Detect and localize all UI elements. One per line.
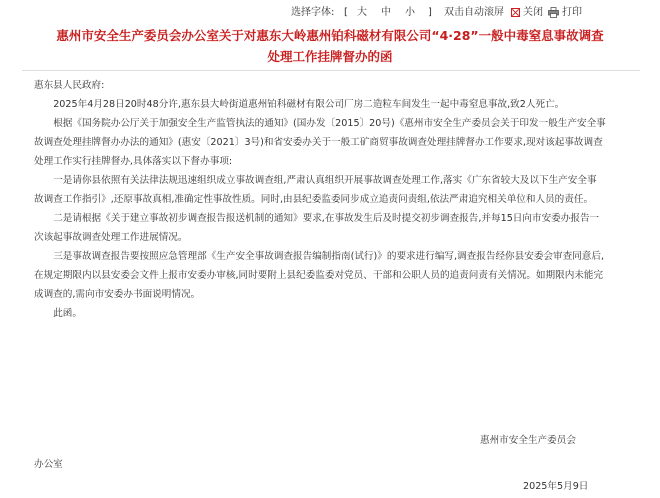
salutation: 惠东县人民政府: [34, 80, 105, 91]
document-date: 2025年5月9日 [523, 481, 589, 492]
close-label: 关闭 [523, 7, 543, 18]
page-title [0, 25, 660, 67]
font-size-small-link[interactable]: 小 [405, 7, 415, 18]
paragraph-incident: 2025年4月28日20时48分许,惠东县大岭街道惠州铂科磁材有限公司厂房二造粒车间发生一起中毒窒息事故,致2人死亡。 [53, 99, 565, 110]
bracket-left: [ [344, 7, 348, 18]
font-toolbar [0, 0, 660, 22]
signature-office: 办公室 [34, 459, 63, 470]
bracket-right: ] [428, 7, 432, 18]
paragraph-item-2: 二是请根据《关于建立事故初步调查报告报送机制的通知》要求,在事故发生后及时提交初步调查报告,并每15日向市安委办报告一次该起事故调查处理工作进展情况。 [34, 213, 600, 243]
auto-scroll-link[interactable]: 双击自动滚屏 [444, 7, 504, 18]
signature-organization: 惠州市安全生产委员会 [480, 435, 576, 446]
font-select-label: 选择字体: [291, 7, 335, 18]
font-size-medium-link[interactable]: 中 [381, 7, 391, 18]
paragraph-item-1: 一是请你县依照有关法律法规迅速组织成立事故调查组,严肃认真组织开展事故调查处理工作,落实《广东省较大及以下生产安全事故调查工作指引》,还原事故真相,准确定性事故性质。同时,由县纪委监委同步成立追责问责组,依法严肃追究相关单位和人员的责任。 [34, 175, 597, 205]
document-body [34, 76, 606, 323]
print-button[interactable] [548, 7, 582, 19]
font-size-large-link[interactable]: 大 [357, 7, 367, 18]
paragraph-closing: 此函。 [53, 308, 82, 319]
close-icon [511, 8, 520, 17]
close-button[interactable] [511, 7, 543, 19]
print-label: 打印 [562, 7, 582, 18]
title-line-1: 惠州市安全生产委员会办公室关于对惠东大岭惠州铂科磁材有限公司“4·28”一般中毒窒息事故调查 [56, 28, 604, 43]
printer-icon [548, 7, 559, 18]
title-line-2: 处理工作挂牌督办的函 [267, 49, 393, 64]
paragraph-item-3: 三是事故调查报告要按照应急管理部《生产安全事故调查报告编制指南(试行)》的要求进行编写,调查报告经你县安委会审查同意后,在规定期限内以县安委会文件上报市安委办审核,同时要附上县纪委监委对党员、干部和公职人员的追责问责有关情况。如期限内未能完成调查的,需向市安委办书面说明情况。 [34, 251, 605, 300]
title-divider [22, 70, 640, 71]
paragraph-basis: 根据《国务院办公厅关于加强安全生产监管执法的通知》(国办发〔2015〕20号)《惠州市安全生产委员会关于印发一般生产安全事故调查处理挂牌督办办法的通知》(惠安〔2021〕3号)和省安委办关于一般工矿商贸事故调查处理挂牌督办工作要求,现对该起事故调查处理工作实行挂牌督办,具体落实以下督办事项: [34, 118, 606, 167]
